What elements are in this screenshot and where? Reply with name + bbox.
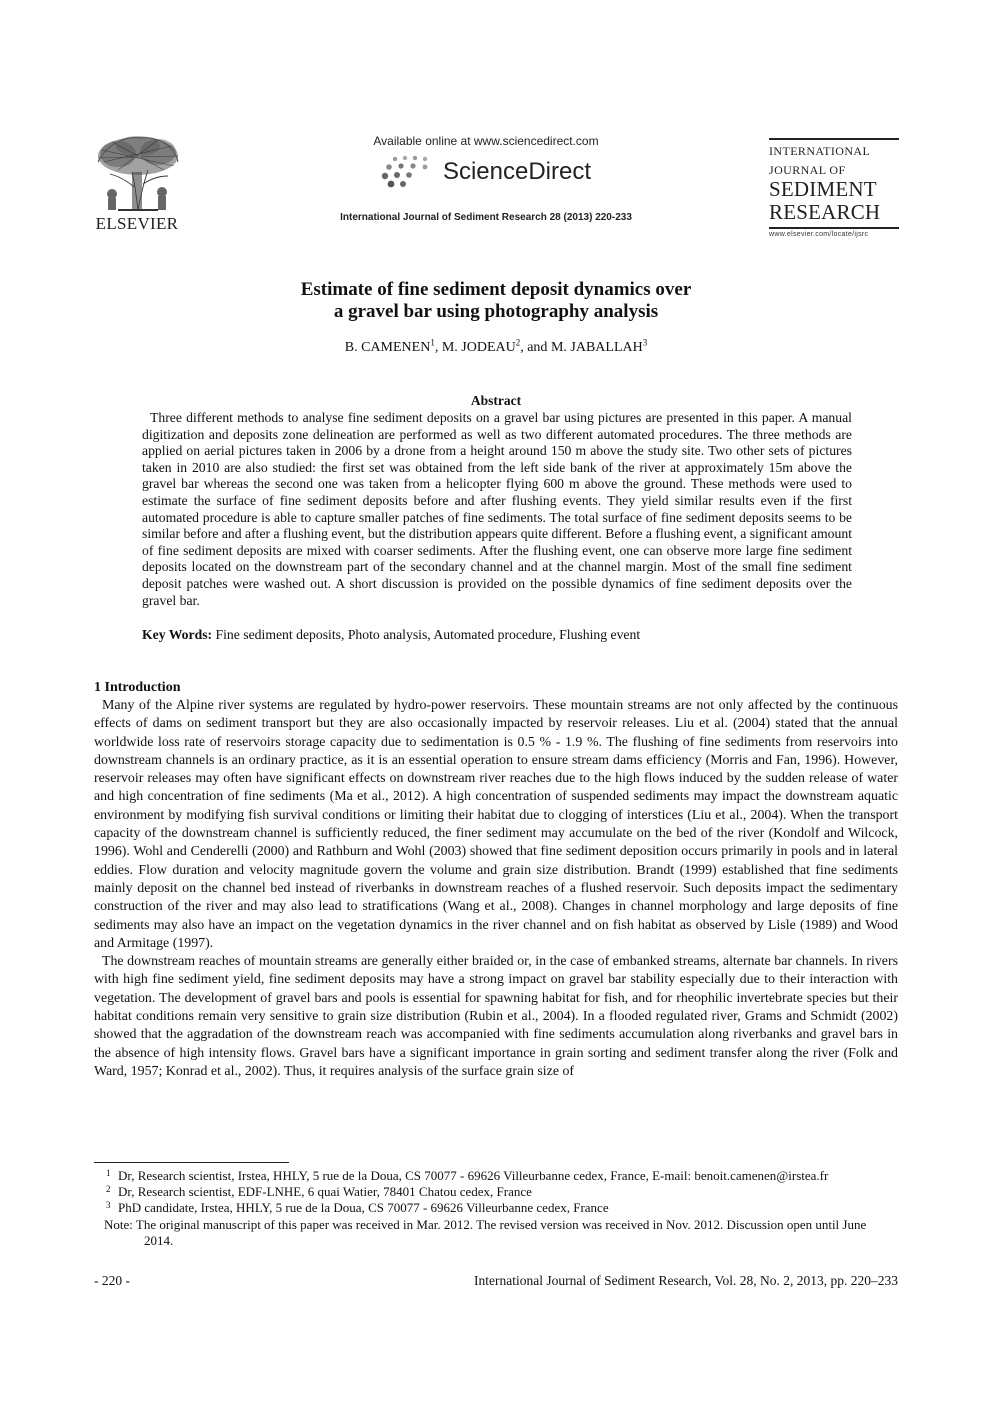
journal-logo-rule-bottom [769, 227, 899, 229]
journal-logo [769, 138, 901, 238]
journal-logo-line3: SEDIMENT [769, 177, 877, 201]
publisher-name: ELSEVIER [95, 214, 179, 233]
footnote-2-number: 2 [106, 1184, 111, 1195]
author-1: B. CAMENEN [344, 340, 431, 355]
keywords-list: Fine sediment deposits, Photo analysis, Automated procedure, Flushing event [215, 627, 641, 642]
journal-logo-url: www.elsevier.com/locate/ijsrc [769, 231, 869, 238]
elsevier-tree-icon [88, 132, 186, 212]
footnote-1 [94, 1168, 898, 1184]
keywords [142, 627, 852, 643]
introduction-body [94, 697, 898, 1081]
footnote-3 [94, 1200, 898, 1216]
sciencedirect-brand [300, 154, 672, 190]
abstract-heading: Abstract [470, 393, 522, 408]
introduction-paragraph-1: Many of the Alpine river systems are regulated by hydro-power reservoirs. These mountain streams are not only affected by the continuous effects of dams on sediment transport but they are also occasionally impacted by reservoir releases. Liu et al. (2004) stated that the annual worldwide loss rate of reservoirs storage capacity due to sedimentation is 0.5 % - 1.9 %. The flushing of fine sediments from reservoirs into downstream channels is an ordinary practice, as it is an essential operation to ensure stream dams efficiency (Morris and Fan, 1996). However, reservoir releases may often have significant effects on downstream river reaches due to the high flows induced by the sudden release of water and high concentration of fine sediments (Ma et al., 2012). A high concentration of suspended sediments may impact the downstream aquatic environment by modifying fish survival conditions or limiting their habitat due to clogging of interstices (Liu et al., 2004). When the transport capacity of the downstream channel is sufficiently reduced, the finer sediment may accumulate on the bed of the river (Kondolf and Wilcock, 1996). Wohl and Cenderelli (2000) and Rathburn and Wohl (2003) showed that fine sediment deposition occurs primarily in pools and in lateral eddies. Flow duration and velocity magnitude govern the volume and grain size distribution. Brandt (1999) established that fine sediments mainly deposit on the channel bed instead of riverbanks in downstream reaches of a flushed reservoir. Such deposits impact the sedimentary construction of the river and may also lead to stratifications (Wang et al., 2008). Changes in channel morphology and large deposits of fine sediments may also have an impact on the vegetation dynamics in the river channel and on fish habitat as observed by Lisle (1989) and Wood and Armitage (1997). [94, 698, 898, 951]
footnote-1-text: Dr, Research scientist, Irstea, HHLY, 5 rue de la Doua, CS 70077 - 69626 Villeurbanne cedex, France, E-mail: benoit.camenen@irstea.fr [118, 1168, 829, 1183]
page-number: - 220 - [94, 1273, 130, 1288]
title-line-2: a gravel bar using photography analysis [333, 301, 659, 322]
sciencedirect-wordmark: ScienceDirect [442, 158, 592, 185]
introduction-paragraph-2: The downstream reaches of mountain streams are generally either braided or, in the case of embanked streams, alternate bar channels. In rivers with high fine sediment yield, fine sediment deposits may have a strong impact on gravel bar stability especially due to their interaction with vegetation. The development of gravel bars and pools is essential for spawning habitat for fish, and for rheophilic invertebrate species but their habitat conditions remain very sensitive to grain size distribution (Rubin et al., 2004). In a flooded regulated river, Grams and Schmidt (2002) showed that the aggradation of the downstream reach was accompanied with fine sediments accumulation along riverbanks and gravel bars in the absence of high intensity flows. Gravel bars have a significant importance in grain sorting and sediment transfer along the river (Folk and Ward, 1957; Konrad et al., 2002). Thus, it requires analysis of the surface grain size of [94, 954, 898, 1079]
author-1-affiliation: 1 [430, 337, 435, 348]
title-line-1: Estimate of fine sediment deposit dynamics over [300, 279, 692, 300]
author-3-affiliation: 3 [642, 337, 648, 348]
journal-citation: International Journal of Sediment Research 28 (2013) 220-233 [340, 212, 632, 223]
sciencedirect-block [300, 134, 672, 190]
author-separator-2: , and [520, 340, 551, 355]
article-title [150, 279, 842, 323]
sciencedirect-dots-icon [381, 155, 435, 189]
footnote-2 [94, 1184, 898, 1200]
elsevier-logo [88, 132, 186, 236]
footer-journal-citation: International Journal of Sediment Research, Vol. 28, No. 2, 2013, pp. 220–233 [474, 1273, 898, 1288]
footnote-divider [94, 1162, 289, 1163]
footnote-3-text: PhD candidate, Irstea, HHLY, 5 rue de la Doua, CS 70077 - 69626 Villeurbanne cedex, France [118, 1200, 609, 1216]
section-heading-introduction: 1 Introduction [94, 680, 181, 695]
footnote-3-number: 3 [106, 1200, 111, 1211]
footnote-2-text: Dr, Research scientist, EDF-LNHE, 6 quai Watier, 78401 Chatou cedex, France [118, 1184, 532, 1200]
journal-logo-line2: JOURNAL OF [769, 163, 846, 177]
author-3: M. JABALLAH [550, 340, 643, 355]
journal-logo-rule [769, 138, 899, 140]
footnote-1-number: 1 [106, 1168, 111, 1178]
author-separator-1: , [434, 340, 442, 355]
available-online-text: Available online at www.sciencedirect.com [373, 134, 599, 148]
manuscript-note: Note: The original manuscript of this paper was received in Mar. 2012. The revised version was received in Nov. 2012. Discussion open until June 2014. [104, 1216, 867, 1248]
keywords-label: Key Words: [142, 627, 213, 642]
author-2-affiliation: 2 [515, 337, 521, 348]
footnotes [94, 1168, 898, 1249]
abstract-text: Three different methods to analyse fine sediment deposits on a gravel bar using pictures are presented in this paper. A manual digitization and deposits zone delineation are performed as well as two different automated procedures. The three methods are applied on aerial pictures taken in 2006 by a drone from a height around 150 m above the study site. Two other sets of pictures taken in 2010 are also studied: the first set was obtained from the left side bank of the river at approximately 15m above the gravel bar whereas the second one was taken from a helicopter flying 600 m above the ground. These methods were used to estimate the surface of fine sediment deposits before and after flushing events. They yield similar results even if the first automated procedure is able to capture smaller patches of fine sediments. The total surface of fine sediment deposits seems to be similar before and after a flushing event, but the distribution appears quite different. Before a flushing event, a significant amount of fine sediment deposits are mixed with coarser sediments. After the flushing event, one can observe more large fine sediment deposits located on the downstream part of the secondary channel and at the channel margin. Most of the small fine sediment deposit patches were washed out. A short discussion is provided on the possible dynamics of fine sediment deposits over the gravel bar. [142, 410, 852, 608]
journal-logo-line4: RESEARCH [769, 200, 881, 224]
author-2: M. JODEAU [441, 340, 516, 355]
author-list [150, 337, 842, 356]
journal-logo-line1: INTERNATIONAL [769, 144, 871, 158]
